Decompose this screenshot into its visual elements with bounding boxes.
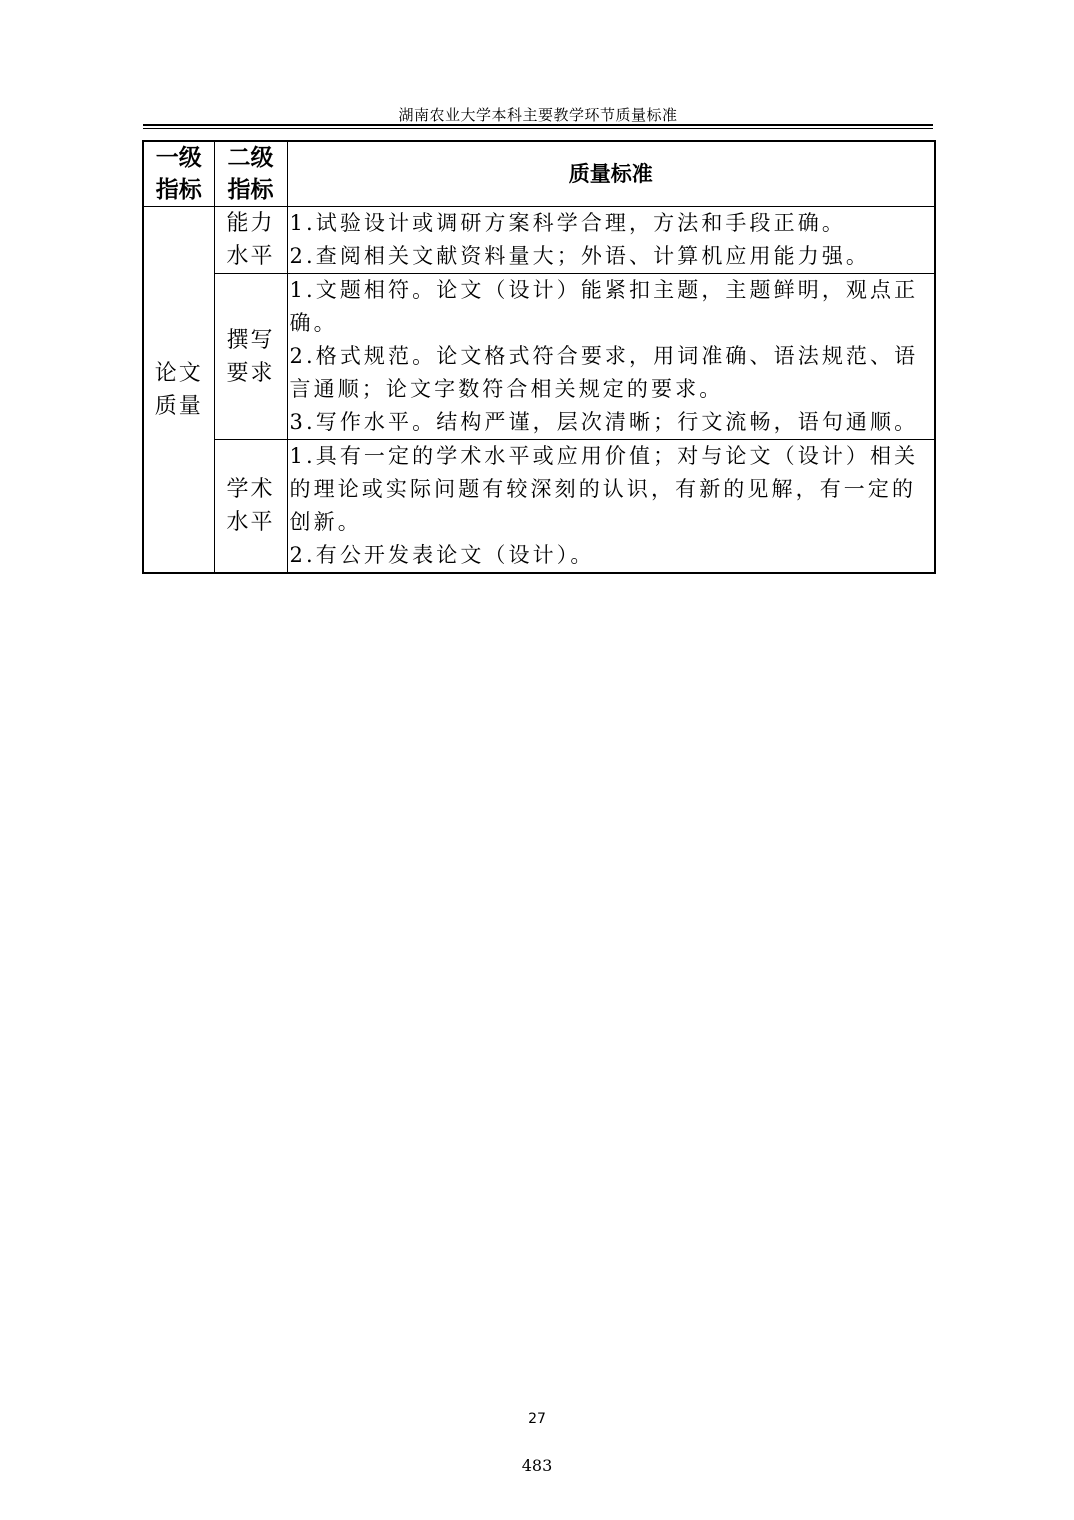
primary-indicator-cell: 论文质量 [143,207,214,574]
standard-cell [287,440,935,574]
standard-line: 3.写作水平。结构严谨，层次清晰；行文流畅，语句通顺。 [289,410,919,434]
standard-cell [287,207,935,274]
quality-standard-table [142,140,936,574]
secondary-indicator-cell: 能力水平 [214,207,287,274]
standard-line: 1.具有一定的学术水平或应用价值；对与论文（设计）相关的理论或实际问题有较深刻的认识，有新的见解，有一定的创新。 [289,444,919,534]
standard-line: 1.文题相符。论文（设计）能紧扣主题，主题鲜明，观点正确。 [289,278,919,335]
standard-line: 1.试验设计或调研方案科学合理，方法和手段正确。 [289,211,846,235]
page-number-total: 483 [521,1456,553,1475]
page-number: 27 [528,1411,546,1427]
standard-cell [287,274,935,440]
standard-line: 2.有公开发表论文（设计）。 [289,543,595,567]
standard-line: 2.查阅相关文献资料量大；外语、计算机应用能力强。 [289,244,871,268]
standard-line: 2.格式规范。论文格式符合要求，用词准确、语法规范、语言通顺；论文字数符合相关规定的要求。 [289,344,919,401]
header-rule-thin [143,128,933,129]
page-header-title: 湖南农业大学本科主要教学环节质量标准 [398,106,678,124]
table-header-row [143,141,935,207]
header-rule-thick [143,124,933,126]
col-header-secondary-indicator: 二级指标 [214,141,287,207]
secondary-indicator-cell: 学术水平 [214,440,287,574]
col-header-primary-indicator: 一级指标 [143,141,214,207]
table-row [143,274,935,440]
table-row [143,440,935,574]
table-row [143,207,935,274]
col-header-quality-standard: 质量标准 [287,141,935,207]
secondary-indicator-cell: 撰写要求 [214,274,287,440]
